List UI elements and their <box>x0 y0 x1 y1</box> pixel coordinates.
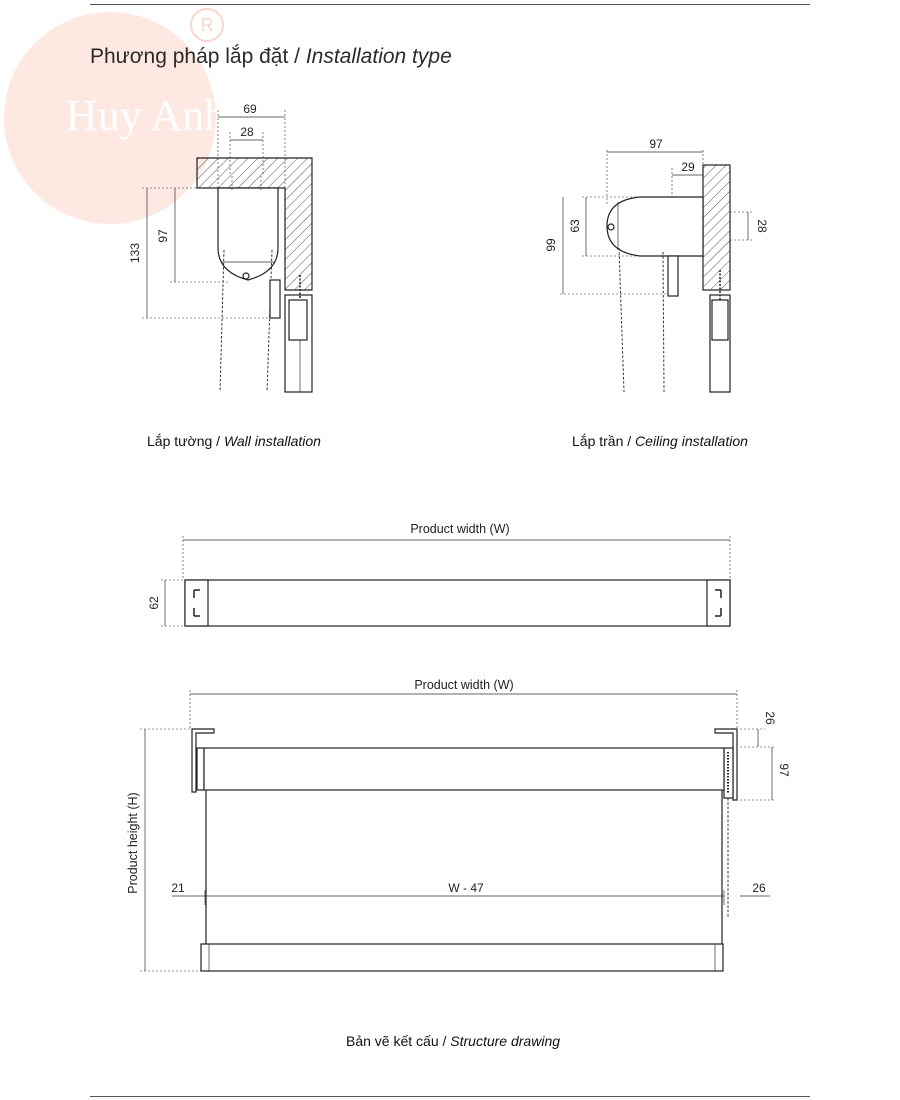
front-view-height-label: Product height (H) <box>126 792 140 894</box>
ceiling-housing <box>607 197 703 256</box>
wall-installation-drawing <box>128 102 312 392</box>
dim-wall-top-width: 69 <box>243 102 257 116</box>
front-bottom-bar <box>201 944 723 971</box>
wall-installation-caption <box>147 433 321 449</box>
dim-ceiling-mount: 28 <box>755 219 769 233</box>
top-view-drawing <box>147 522 730 626</box>
dim-ceiling-body-height: 63 <box>568 219 582 233</box>
ceiling-caption-vi: Lắp trần / <box>572 433 632 449</box>
top-view-height-dim: 62 <box>147 596 161 610</box>
bottom-rule <box>90 1096 810 1097</box>
front-view-right-offset: 26 <box>752 881 766 895</box>
registered-mark-icon: R <box>190 8 224 42</box>
title-en: Installation type <box>305 45 452 68</box>
wall-housing <box>218 188 278 280</box>
front-view-bracket-height: 26 <box>763 711 777 725</box>
ceiling-hatch <box>703 165 730 290</box>
logo-text: Huy Anh <box>66 91 227 140</box>
dim-ceiling-depth: 97 <box>649 137 663 151</box>
dim-ceiling-total-height: 99 <box>544 238 558 252</box>
front-roller-tube <box>204 748 724 790</box>
dim-wall-total-height: 133 <box>128 242 142 264</box>
ceiling-chain-right <box>663 252 664 392</box>
top-view-left-bracket <box>185 580 208 626</box>
front-view-width-label: Product width (W) <box>414 678 514 692</box>
ceiling-chain-left <box>619 248 624 392</box>
front-view-fabric-width: W - 47 <box>448 881 484 895</box>
top-view-rail <box>185 580 730 626</box>
front-view-roller-height: 97 <box>777 763 791 777</box>
structure-drawing-caption <box>346 1033 560 1049</box>
wall-caption-vi: Lắp tường / <box>147 433 221 449</box>
front-view-drawing <box>126 678 791 971</box>
dim-wall-body-height: 97 <box>156 229 170 243</box>
ceiling-rail <box>710 295 730 392</box>
dim-ceiling-offset: 29 <box>681 160 695 174</box>
wall-caption-en: Wall installation <box>223 433 321 449</box>
ceiling-caption-en: Ceiling installation <box>635 433 748 449</box>
ceiling-installation-drawing <box>544 137 769 392</box>
structure-caption-vi: Bản vẽ kết cấu / <box>346 1033 447 1049</box>
top-view-right-bracket <box>707 580 730 626</box>
front-view-left-offset: 21 <box>171 881 185 895</box>
wall-chain-left <box>220 250 224 392</box>
title-vi: Phương pháp lắp đặt / <box>90 45 300 68</box>
top-view-width-label: Product width (W) <box>410 522 510 536</box>
structure-caption-en: Structure drawing <box>450 1033 561 1049</box>
ceiling-installation-caption <box>572 433 748 449</box>
dim-wall-inner-width: 28 <box>240 125 254 139</box>
